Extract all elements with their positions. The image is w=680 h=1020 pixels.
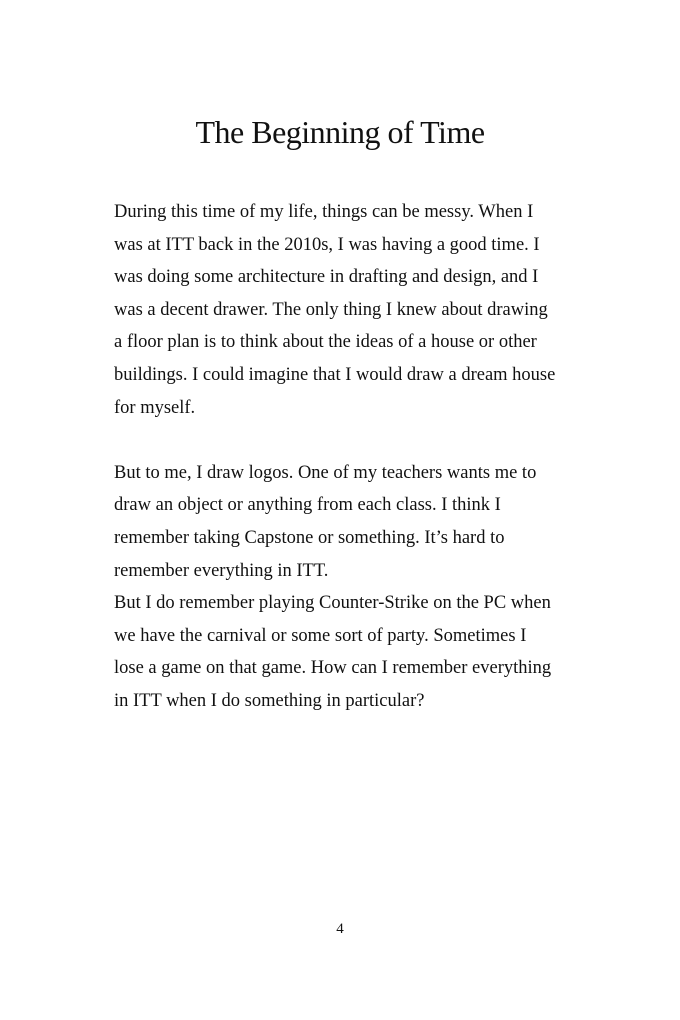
page-number: 4 <box>336 921 344 937</box>
text-line: draw an object or anything from each class. I think I <box>114 495 501 516</box>
text-line: for myself. <box>114 397 196 418</box>
paragraph-2 <box>114 457 584 587</box>
text-line: we have the carnival or some sort of party. Sometimes I <box>114 625 527 646</box>
paragraph-1 <box>114 196 584 424</box>
text-line: remember everything in ITT. <box>114 560 329 581</box>
text-line: But I do remember playing Counter-Strike on the PC when <box>114 593 551 614</box>
text-line: lose a game on that game. How can I remember everything <box>114 658 552 679</box>
text-line: buildings. I could imagine that I would draw a dream house <box>114 364 556 385</box>
text-line: was doing some architecture in drafting and design, and I <box>114 267 539 288</box>
chapter-body <box>114 196 584 718</box>
text-line: in ITT when I do something in particular? <box>114 690 425 711</box>
paragraph-gap <box>114 424 584 457</box>
text-line: But to me, I draw logos. One of my teachers wants me to <box>114 462 537 483</box>
text-line: was at ITT back in the 2010s, I was having a good time. I <box>114 234 540 255</box>
text-line: was a decent drawer. The only thing I knew about drawing <box>114 299 548 320</box>
text-line: remember taking Capstone or something. It’s hard to <box>114 527 505 548</box>
text-line: During this time of my life, things can be messy. When I <box>114 202 534 222</box>
text-line: a floor plan is to think about the ideas of a house or other <box>114 332 537 353</box>
chapter-title: The Beginning of Time <box>195 114 485 150</box>
paragraph-3 <box>114 587 584 717</box>
